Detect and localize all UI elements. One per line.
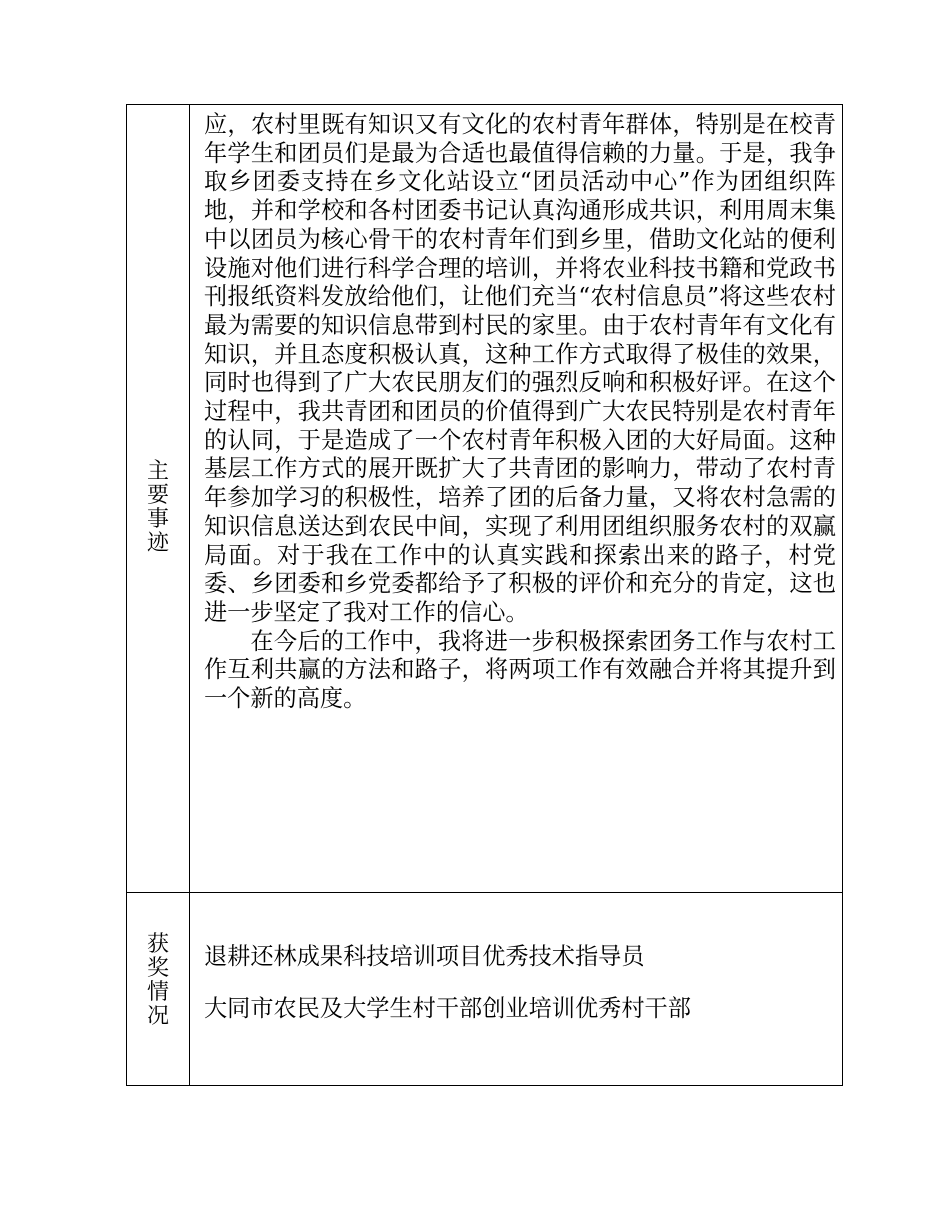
record-form-table [126, 104, 843, 1086]
awards-row [127, 893, 843, 1086]
main-deeds-paragraph: 在今后的工作中，我将进一步积极探索团务工作与农村工作互利共赢的方法和路子，将两项工作有效融合并将其提升到一个新的高度。 [204, 627, 836, 713]
main-deeds-content-cell [190, 105, 843, 893]
awards-list [190, 893, 842, 1023]
main-deeds-label-cell [127, 105, 190, 893]
main-deeds-row [127, 105, 843, 893]
award-item: 大同市农民及大学生村干部创业培训优秀村干部 [204, 994, 691, 1022]
awards-label-cell [127, 893, 190, 1086]
award-item: 退耕还林成果科技培训项目优秀技术指导员 [204, 943, 645, 970]
main-deeds-label: 主要事迹 [146, 459, 169, 556]
awards-content-cell [190, 893, 843, 1086]
main-deeds-paragraph: 应，农村里既有知识又有文化的农村青年群体，特别是在校青年学生和团员们是最为合适也最值得信赖的力量。于是，我争取乡团委支持在乡文化站设立“团员活动中心”作为团组织阵地，并和学校和各村团委书记认真沟通形成共识，利用周末集中以团员为核心骨干的农村青年们到乡里，借助文化站的便利设施对他们进行科学合理的培训，并将农业科技书籍和党政书刊报纸资料发放给他们，让他们充当“农村信息员”将这些农村最为需要的知识信息带到村民的家里。由于农村青年有文化有知识，并且态度积极认真，这种工作方式取得了极佳的效果，同时也得到了广大农民朋友们的强烈反响和积极好评。在这个过程中，我共青团和团员的价值得到广大农民特别是农村青年的认同，于是造成了一个农村青年积极入团的大好局面。这种基层工作方式的展开既扩大了共青团的影响力，带动了农村青年参加学习的积极性，培养了团的后备力量，又将农村急需的知识信息送达到农民中间，实现了利用团组织服务农村的双赢局面。对于我在工作中的认真实践和探索出来的路子，村党委、乡团委和乡党委都给予了积极的评价和充分的肯定，这也进一步坚定了我对工作的信心。 [204, 111, 836, 626]
main-deeds-text [190, 105, 842, 714]
awards-label: 获奖情况 [146, 932, 169, 1029]
